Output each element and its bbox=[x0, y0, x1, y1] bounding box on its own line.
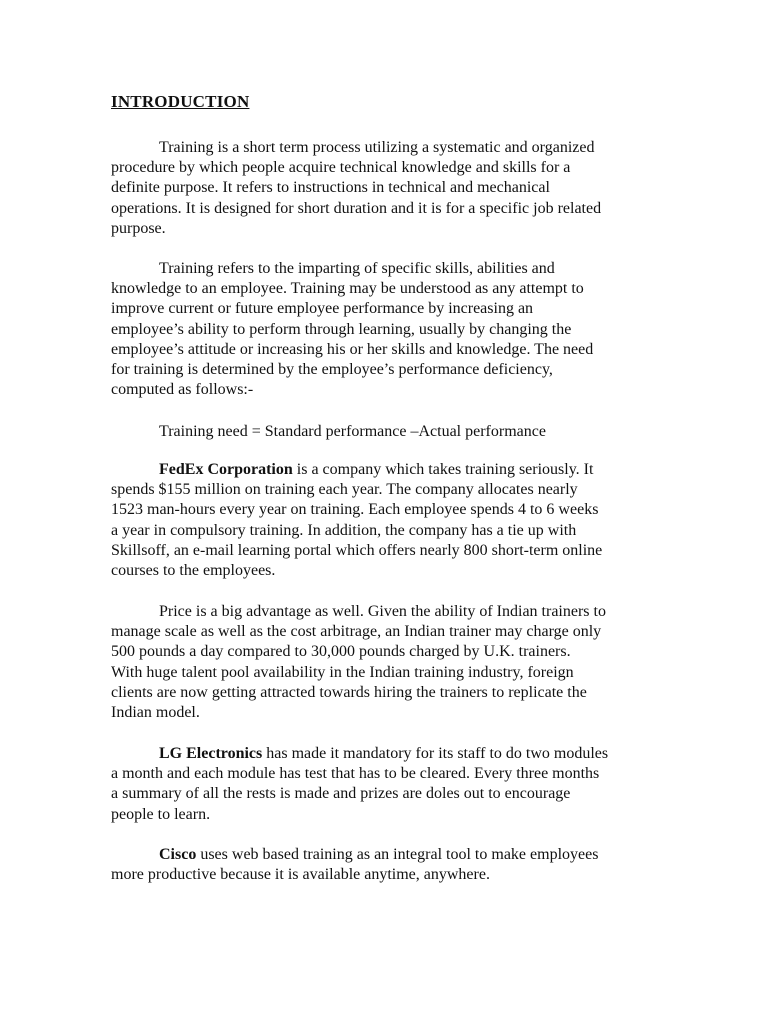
paragraph-text: is a company which takes training seriously. It spends $155 million on training each year. The company allocates nearly 1523 man-hours every year on training. Each employee spends 4 to 6 weeks a year in compulsory training. In addition, the company has a tie up with Skillsoff, an e-mail learning portal which offers nearly 800 short-term online courses to the employees. bbox=[111, 461, 603, 580]
paragraph-text: uses web based training as an integral tool to make employees more productive because it is available anytime, anywhere. bbox=[111, 846, 599, 884]
page-title: INTRODUCTION bbox=[111, 92, 250, 111]
paragraph-training-definition bbox=[111, 138, 661, 239]
paragraph-text: Price is a big advantage as well. Given the ability of Indian trainers to manage scale as well as the cost arbitrage, an Indian trainer may charge only 500 pounds a day compared to 30,000 pounds charged by U.K. trainers. With huge talent pool availability in the Indian training industry, foreign clients are now getting attracted towards hiring the trainers to replicate the Indian model. bbox=[111, 603, 606, 722]
training-need-formula: Training need = Standard performance –Actual performance bbox=[159, 423, 546, 440]
company-name-cisco: Cisco bbox=[159, 846, 197, 863]
paragraph-lg bbox=[111, 744, 661, 825]
paragraph-fedex bbox=[111, 460, 661, 581]
paragraph-text: Training refers to the imparting of specific skills, abilities and knowledge to an employee. Training may be understood as any attempt to improve current or future employee performance by increasing an employee’s ability to perform through learning, usually by changing the employee’s attitude or increasing his or her skills and knowledge. The need for training is determined by the employee’s performance deficiency, computed as follows:- bbox=[111, 260, 594, 399]
paragraph-training-imparting bbox=[111, 259, 661, 400]
company-name-fedex: FedEx Corporation bbox=[159, 461, 293, 478]
paragraph-text: has made it mandatory for its staff to do two modules a month and each module has test that has to be cleared. Every three months a summary of all the rests is made and prizes are doles out to encourage people to learn. bbox=[111, 745, 609, 823]
paragraph-price bbox=[111, 602, 661, 723]
paragraph-cisco bbox=[111, 845, 661, 885]
paragraph-text: Training is a short term process utilizing a systematic and organized procedure by which people acquire technical knowledge and skills for a definite purpose. It refers to instructions in technical and mechanical operations. It is designed for short duration and it is for a specific job related purpose. bbox=[111, 139, 602, 237]
company-name-lg: LG Electronics bbox=[159, 745, 263, 762]
